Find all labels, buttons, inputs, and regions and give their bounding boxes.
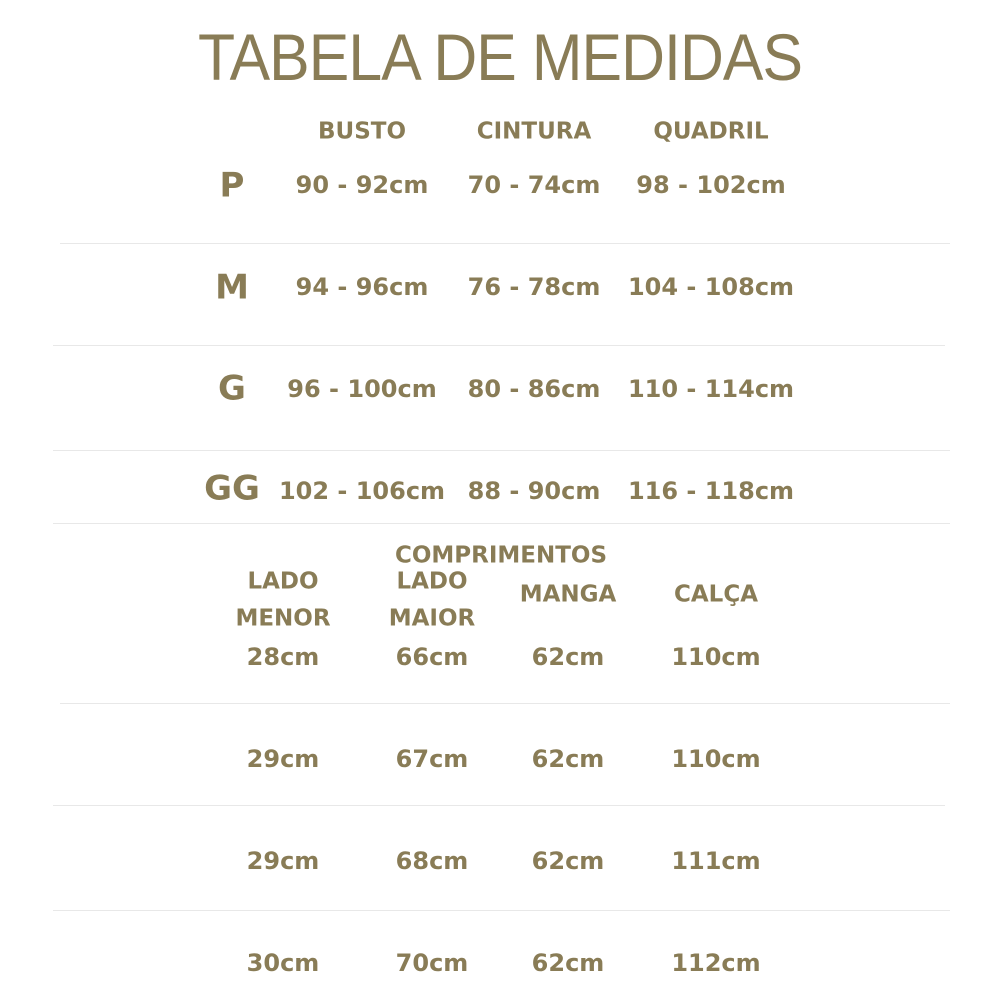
table-cell-calca: 110cm xyxy=(671,642,761,671)
table-cell-manga: 62cm xyxy=(531,846,605,875)
row-divider xyxy=(53,910,950,911)
section-divider xyxy=(53,523,950,524)
header-cintura: CINTURA xyxy=(476,118,592,145)
header-quadril: QUADRIL xyxy=(653,118,769,145)
table-cell-calca: 110cm xyxy=(671,744,761,773)
table-cell-quadril: 104 - 108cm xyxy=(627,272,795,301)
table-cell-lado-maior: 66cm xyxy=(395,642,469,671)
table-cell-quadril: 116 - 118cm xyxy=(627,476,795,505)
table-cell-cintura: 88 - 90cm xyxy=(467,476,601,505)
header-lado-maior-line2: MAIOR xyxy=(388,605,476,632)
size-label-p: P xyxy=(219,165,245,206)
size-label-m: M xyxy=(215,267,249,308)
header-manga: MANGA xyxy=(519,581,617,608)
table-cell-lado-maior: 67cm xyxy=(395,744,469,773)
header-comprimentos: COMPRIMENTOS xyxy=(394,542,608,569)
table-cell-cintura: 76 - 78cm xyxy=(467,272,601,301)
table-cell-calca: 111cm xyxy=(671,846,761,875)
table-cell-lado-menor: 29cm xyxy=(246,846,320,875)
table-cell-busto: 94 - 96cm xyxy=(295,272,429,301)
size-label-g: G xyxy=(218,368,246,409)
header-lado-menor-line1: LADO xyxy=(247,568,319,595)
table-cell-busto: 102 - 106cm xyxy=(278,476,446,505)
row-divider xyxy=(53,345,945,346)
table-cell-lado-menor: 30cm xyxy=(246,948,320,977)
table-cell-busto: 96 - 100cm xyxy=(287,374,437,403)
table-cell-quadril: 98 - 102cm xyxy=(636,170,786,199)
table-cell-quadril: 110 - 114cm xyxy=(627,374,795,403)
table-cell-manga: 62cm xyxy=(531,948,605,977)
table-cell-lado-menor: 29cm xyxy=(246,744,320,773)
row-divider xyxy=(60,703,950,704)
table-cell-manga: 62cm xyxy=(531,744,605,773)
size-label-gg: GG xyxy=(204,468,260,509)
row-divider xyxy=(53,805,945,806)
row-divider xyxy=(60,243,950,244)
table-cell-lado-maior: 70cm xyxy=(395,948,469,977)
table-cell-cintura: 70 - 74cm xyxy=(467,170,601,199)
header-lado-maior-line1: LADO xyxy=(396,568,468,595)
row-divider xyxy=(53,450,950,451)
header-lado-menor-line2: MENOR xyxy=(235,605,331,632)
table-cell-busto: 90 - 92cm xyxy=(295,170,429,199)
table-cell-calca: 112cm xyxy=(671,948,761,977)
table-cell-lado-menor: 28cm xyxy=(246,642,320,671)
header-busto: BUSTO xyxy=(317,118,407,145)
table-cell-cintura: 80 - 86cm xyxy=(467,374,601,403)
page-title: TABELA DE MEDIDAS xyxy=(197,20,803,94)
table-cell-lado-maior: 68cm xyxy=(395,846,469,875)
table-cell-manga: 62cm xyxy=(531,642,605,671)
header-calca: CALÇA xyxy=(673,581,759,608)
